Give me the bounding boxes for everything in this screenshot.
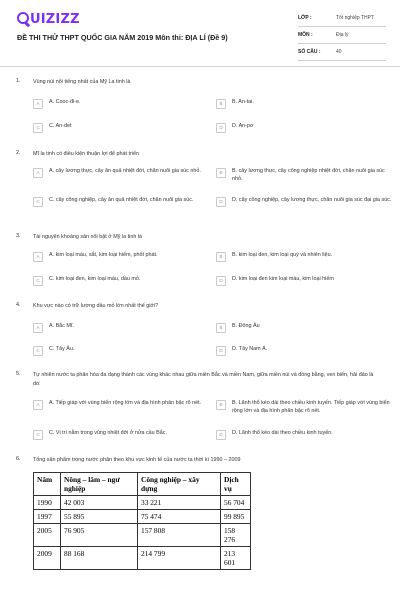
option-letter-box: D bbox=[216, 276, 226, 286]
option-letter-box: A bbox=[33, 400, 43, 410]
table-cell: 75 474 bbox=[138, 510, 221, 524]
option-text: C. Tây Âu. bbox=[49, 346, 75, 352]
option-b[interactable] bbox=[216, 99, 392, 109]
option-letter-box: C bbox=[33, 346, 43, 356]
option-text: D. An-pơ bbox=[232, 123, 254, 129]
option-letter-box: B bbox=[216, 168, 226, 178]
option-text: B. cây lương thực, cây công nghiệp nhiệt đới, chăn nuôi gia súc nhỏ. bbox=[232, 168, 385, 182]
table-header-cell: Năm bbox=[34, 473, 61, 496]
meta-info bbox=[298, 10, 386, 61]
table-row bbox=[34, 524, 251, 547]
question-number: 6. bbox=[16, 456, 21, 462]
option-letter-box: C bbox=[33, 197, 43, 207]
option-text: B. Lãnh thổ kéo dài theo chiều kinh tuyến. Tiếp giáp với vùng biển rộng lớn và địa hình phân bậc rõ nét. bbox=[232, 400, 390, 414]
table-cell: 157 808 bbox=[138, 524, 221, 547]
meta-row-subject bbox=[298, 27, 386, 44]
option-text: A. kim loại màu, sắt, kim loại hiếm, phốt phát. bbox=[49, 252, 158, 258]
meta-key: MÔN : bbox=[298, 32, 313, 38]
option-a[interactable] bbox=[33, 252, 209, 262]
option-c[interactable] bbox=[33, 430, 209, 440]
option-a[interactable] bbox=[33, 99, 209, 109]
table-cell: 55 895 bbox=[61, 510, 138, 524]
table-header-row bbox=[34, 473, 251, 496]
option-d[interactable] bbox=[216, 276, 392, 286]
option-text: D. Lãnh thổ kéo dài theo chiều kinh tuyến. bbox=[232, 430, 333, 436]
option-letter-box: C bbox=[33, 123, 43, 133]
table-cell: 33 221 bbox=[138, 496, 221, 510]
table-header-cell: Dịch vụ bbox=[221, 473, 251, 496]
option-a[interactable] bbox=[33, 400, 209, 410]
table-cell: 2009 bbox=[34, 547, 61, 570]
option-text: B. kim loại đen, kim loại quý và nhiên liệu. bbox=[232, 252, 333, 258]
question-number: 2. bbox=[16, 150, 21, 156]
logo-q-icon bbox=[17, 12, 29, 24]
option-letter-box: A bbox=[33, 252, 43, 262]
table-cell: 1997 bbox=[34, 510, 61, 524]
option-text: D. kim loại đen kim loại màu, kim loại hiếm bbox=[232, 276, 334, 282]
option-text: C. Vị trí nằm trong vùng nhiệt đới ở nửa cầu Bắc. bbox=[49, 430, 167, 436]
header-divider bbox=[0, 66, 400, 67]
option-letter-box: A bbox=[33, 99, 43, 109]
option-text: A. Bắc Mĩ. bbox=[49, 323, 74, 329]
option-text: C. An-đet bbox=[49, 123, 72, 129]
question-number: 5. bbox=[16, 371, 21, 377]
option-letter-box: C bbox=[33, 276, 43, 286]
option-b[interactable] bbox=[216, 323, 392, 333]
question-text: Tài nguyên khoáng sản nổi bật ở Mỹ la tinh là bbox=[33, 234, 143, 240]
option-text: D. cây công nghiệp, cây lương thực, chăn nuôi gia súc đại gia súc. bbox=[232, 197, 392, 203]
table-cell: 2005 bbox=[34, 524, 61, 547]
option-letter-box: A bbox=[33, 323, 43, 333]
question-text: Mĩ la tinh có điều kiện thuận lợi để phát triển bbox=[33, 151, 140, 157]
table-cell: 88 168 bbox=[61, 547, 138, 570]
question-number: 1. bbox=[16, 78, 21, 84]
table-cell: 56 704 bbox=[221, 496, 251, 510]
question-text: Tự nhiên nước ta phân hóa đa dạng thành các vùng khác nhau giữa miền Bắc và miền Nam, giữa miền núi và đồng bằng, ven biển, hải đảo là do: bbox=[33, 372, 374, 387]
meta-value: 40 bbox=[336, 49, 342, 55]
option-c[interactable] bbox=[33, 276, 209, 286]
option-letter-box: B bbox=[216, 99, 226, 109]
option-letter-box: B bbox=[216, 323, 226, 333]
question-text: Tổng sản phẩm trong nước phân theo khu vực kinh tế của nước ta thời kì 1990 – 2009 bbox=[33, 457, 241, 463]
question-text: Vùng núi nổi tiếng nhất của Mỹ La tinh là bbox=[33, 79, 131, 85]
option-letter-box: B bbox=[216, 400, 226, 410]
table-header-cell: Nông – lâm – ngư nghiệp bbox=[61, 473, 138, 496]
option-d[interactable] bbox=[216, 430, 392, 440]
option-c[interactable] bbox=[33, 346, 209, 356]
question-text: Khu vực nào có trữ lượng dầu mỏ lớn nhất thế giới? bbox=[33, 303, 159, 309]
table-cell: 158 276 bbox=[221, 524, 251, 547]
gdp-table bbox=[33, 472, 251, 570]
option-d[interactable] bbox=[216, 346, 392, 356]
meta-value: Địa lý bbox=[336, 32, 349, 38]
option-c[interactable] bbox=[33, 123, 209, 133]
option-letter-box: C bbox=[33, 430, 43, 440]
option-b[interactable] bbox=[216, 252, 392, 262]
meta-key: SỐ CÂU : bbox=[298, 49, 321, 55]
option-letter-box: A bbox=[33, 168, 43, 178]
option-d[interactable] bbox=[216, 197, 392, 207]
option-letter-box: D bbox=[216, 346, 226, 356]
option-letter-box: B bbox=[216, 252, 226, 262]
table-cell: 99 895 bbox=[221, 510, 251, 524]
table-cell: 42 003 bbox=[61, 496, 138, 510]
option-text: C. cây công nghiệp, cây ăn quả nhiệt đới, chăn nuôi gia súc. bbox=[49, 197, 194, 203]
table-cell: 213 601 bbox=[221, 547, 251, 570]
table-cell: 76 905 bbox=[61, 524, 138, 547]
option-c[interactable] bbox=[33, 197, 209, 207]
option-d[interactable] bbox=[216, 123, 392, 133]
option-text: A. Cooc-đi-e. bbox=[49, 99, 81, 105]
meta-value: Tốt nghiệp THPT bbox=[336, 15, 374, 21]
table-row bbox=[34, 496, 251, 510]
table-cell: 214 799 bbox=[138, 547, 221, 570]
meta-key: LỚP : bbox=[298, 15, 312, 21]
option-text: B. An-tai. bbox=[232, 99, 254, 105]
logo-text: UIZIZZ bbox=[30, 12, 80, 27]
table-row bbox=[34, 547, 251, 570]
option-a[interactable] bbox=[33, 323, 209, 333]
table-header-cell: Công nghiệp – xây dựng bbox=[138, 473, 221, 496]
option-letter-box: D bbox=[216, 430, 226, 440]
option-text: A. cây lương thực, cây ăn quả nhiệt đới, chăn nuôi gia súc nhỏ. bbox=[49, 168, 201, 174]
option-a[interactable] bbox=[33, 168, 209, 178]
table-row bbox=[34, 510, 251, 524]
option-b[interactable] bbox=[216, 400, 392, 415]
option-letter-box: D bbox=[216, 197, 226, 207]
option-text: D. Tây Nam Á. bbox=[232, 346, 268, 352]
option-b[interactable] bbox=[216, 168, 392, 183]
document-title: ĐỀ THI THỬ THPT QUỐC GIA NĂM 2019 Môn thi: ĐỊA LÍ (Đề 9) bbox=[17, 33, 228, 42]
quizizz-logo bbox=[17, 12, 80, 27]
meta-row-count bbox=[298, 44, 386, 61]
table-cell: 1990 bbox=[34, 496, 61, 510]
option-text: C. kim loại đen, kim loại màu, dầu mỏ. bbox=[49, 276, 141, 282]
option-text: A. Tiếp giáp với vùng biển rộng lớn và địa hình phân bậc rõ nét. bbox=[49, 400, 202, 406]
option-text: B. Đông Âu bbox=[232, 323, 260, 329]
question-number: 4. bbox=[16, 302, 21, 308]
option-letter-box: D bbox=[216, 123, 226, 133]
question-number: 3. bbox=[16, 233, 21, 239]
meta-row-class bbox=[298, 10, 386, 27]
